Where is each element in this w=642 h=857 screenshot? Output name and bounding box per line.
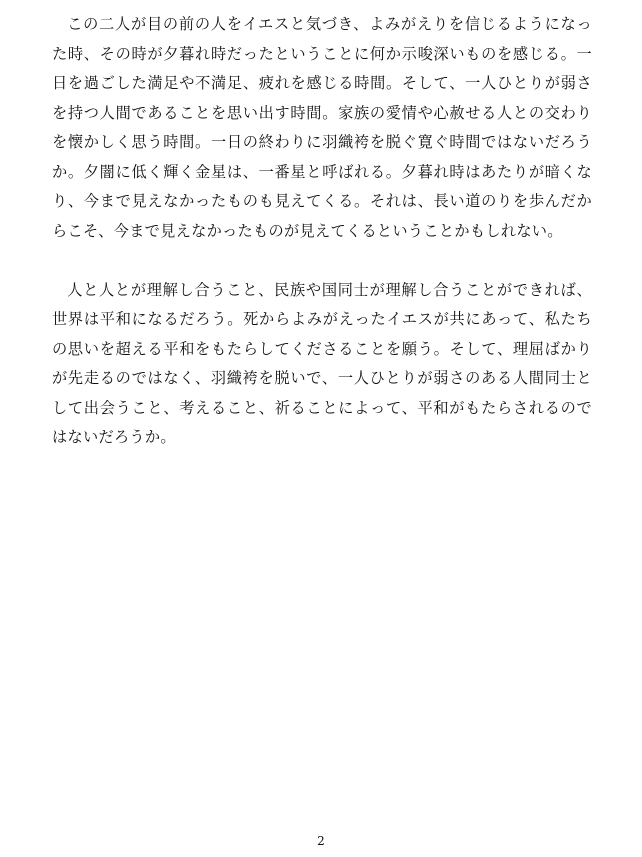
- page-number: 2: [317, 834, 325, 848]
- paragraph-1: この二人が目の前の人をイエスと気づき、よみがえりを信じるようになった時、その時が夕暮れ時だったということに何か示唆深いものを感じる。一日を過ごした満足や不満足、疲れを感じる時間。そして、一人ひとりが弱さを持つ人間であることを思い出す時間。家族の愛情や心赦せる人との交わりを懐かしく思う時間。一日の終わりに羽織袴を脱ぐ寛ぐ時間ではないだろうか。夕闇に低く輝く金星は、一番星と呼ばれる。夕暮れ時はあたりが暗くなり、今まで見えなかったものも見えてくる。それは、長い道のりを歩んだからこそ、今まで見えなかったものが見えてくるということかもしれない。: [52, 15, 592, 240]
- body-text: [52, 10, 592, 453]
- paragraph-2: 人と人とが理解し合うこと、民族や国同士が理解し合うことができれば、世界は平和になるだろう。死からよみがえったイエスが共にあって、私たちの思いを超える平和をもたらしてくださることを願う。そして、理屈ばかりが先走るのではなく、羽織袴を脱いで、一人ひとりが弱さのある人間同士として出会うこと、考えること、祈ることによって、平和がもたらされるのではないだろうか。: [52, 280, 592, 446]
